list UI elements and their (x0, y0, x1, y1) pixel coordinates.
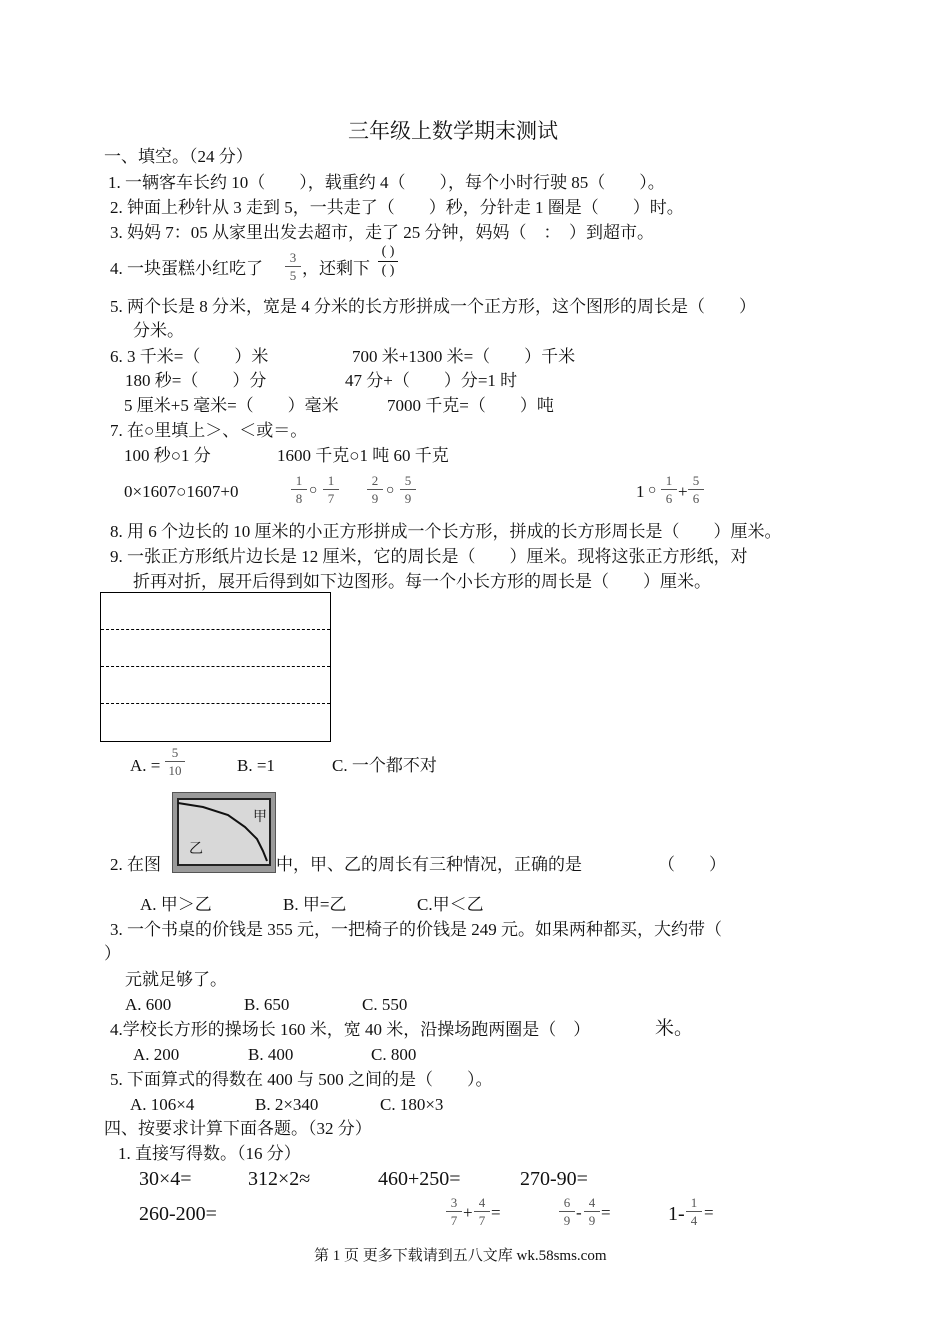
fraction-numerator: 1 (690, 1195, 698, 1210)
part-3-line-2: ） (104, 944, 121, 963)
jia-yi-figure (172, 792, 276, 873)
label-jia: 甲 (253, 809, 267, 825)
fraction-three-fifths (285, 251, 301, 282)
fraction-bar (291, 489, 307, 490)
calc-a: 30×4= (139, 1168, 192, 1190)
one-minus: 1- (668, 1203, 685, 1225)
fraction-four-sevenths (474, 1196, 490, 1227)
part-2-option-a: A. 甲＞乙 (140, 895, 212, 914)
fraction-bar (559, 1211, 575, 1212)
fraction-five-tenths (165, 746, 185, 777)
part-4-option-a: A. 200 (133, 1045, 180, 1064)
question-3: 3. 妈妈 7：05 从家里出发去超市，走了 25 分钟，妈妈（ ： ）到超市。 (110, 223, 654, 242)
fraction-blank-denominator: ( ) (381, 263, 395, 278)
question-6-a: 6. 3 千米=（ ）米 (110, 347, 269, 366)
fraction-two-ninths (367, 474, 383, 505)
part-3-line-3: 元就足够了。 (125, 970, 227, 989)
fraction-denominator: 9 (371, 491, 379, 506)
fraction-five-ninths (400, 474, 416, 505)
fold-line (101, 629, 330, 630)
minus-sign: - (576, 1203, 582, 1222)
question-7-b: 1600 千克○1 吨 60 千克 (277, 446, 449, 465)
equals-sign: = (491, 1203, 501, 1222)
calc-c: 460+250= (378, 1168, 461, 1190)
part-3-option-a: A. 600 (125, 995, 172, 1014)
section-4-question-1: 1. 直接写得数。（16 分） (118, 1144, 301, 1163)
calc-d: 270-90= (520, 1168, 588, 1190)
compare-circle: ○ (309, 483, 318, 498)
plus-sign: + (463, 1203, 473, 1222)
figure-svg (173, 793, 275, 872)
fraction-denominator: 9 (588, 1213, 596, 1228)
fraction-bar (378, 261, 398, 262)
part-3-option-b: B. 650 (244, 995, 290, 1014)
fraction-numerator: 1 (327, 473, 335, 488)
fraction-bar (661, 489, 677, 490)
question-6-c: 180 秒=（ ）分 (125, 371, 267, 390)
fraction-denominator: 8 (295, 491, 303, 506)
part-2-before: 2. 在图 (110, 855, 161, 874)
question-1: 1. 一辆客车长约 10（ ），载重约 4（ ），每个小时行驶 85（ ）。 (108, 173, 665, 192)
part-5-option-a: A. 106×4 (130, 1095, 195, 1114)
fraction-numerator: 3 (289, 250, 297, 265)
fraction-numerator: 2 (371, 473, 379, 488)
fraction-bar (400, 489, 416, 490)
question-5-line-1: 5. 两个长是 8 分米，宽是 4 分米的长方形拼成一个正方形，这个图形的周长是（ ） (110, 297, 756, 316)
fraction-bar (688, 489, 704, 490)
fraction-numerator: 5 (404, 473, 412, 488)
fraction-four-ninths (584, 1196, 600, 1227)
fraction-denominator: 7 (478, 1213, 486, 1228)
compare-circle: ○ (386, 483, 395, 498)
question-4-text-2: ，还剩下 (302, 259, 370, 278)
fraction-denominator: 9 (404, 491, 412, 506)
choice-b: B. =1 (237, 756, 275, 775)
fraction-one-sixth (661, 474, 677, 505)
question-5-line-2: 分米。 (133, 321, 184, 340)
question-6-b: 700 米+1300 米=（ ）千米 (352, 347, 576, 366)
calc-e: 260-200= (139, 1203, 217, 1225)
fold-line (101, 703, 330, 704)
question-6-d: 47 分+（ ）分=1 时 (345, 371, 518, 390)
fraction-numerator: 6 (563, 1195, 571, 1210)
part-4-unit: 米。 (655, 1018, 694, 1039)
fraction-numerator: 1 (665, 473, 673, 488)
calc-b: 312×2≈ (248, 1168, 311, 1190)
fraction-one-eighth (291, 474, 307, 505)
fraction-three-sevenths (446, 1196, 462, 1227)
question-9-line-1: 9. 一张正方形纸片边长是 12 厘米，它的周长是（ ）厘米。现将这张正方形纸，对 (110, 547, 748, 566)
part-3-line-1: 3. 一个书桌的价钱是 355 元，一把椅子的价钱是 249 元。如果两种都买，大约带（ (110, 920, 722, 939)
fraction-blank-numerator: ( ) (381, 244, 395, 259)
number-one: 1 (636, 482, 645, 501)
fraction-numerator: 5 (692, 473, 700, 488)
part-5-option-b: B. 2×340 (255, 1095, 319, 1114)
fraction-one-seventh (323, 474, 339, 505)
part-5-text: 5. 下面算式的得数在 400 与 500 之间的是（ ）。 (110, 1070, 493, 1089)
fraction-denominator: 7 (327, 491, 335, 506)
fraction-six-ninths (559, 1196, 575, 1227)
fraction-bar (446, 1211, 462, 1212)
part-4-option-b: B. 400 (248, 1045, 294, 1064)
fraction-denominator: 10 (168, 763, 182, 778)
part-2-option-c: C.甲＜乙 (417, 895, 484, 914)
fraction-bar (285, 266, 301, 267)
folded-paper-figure (100, 592, 331, 742)
fraction-bar (584, 1211, 600, 1212)
fraction-denominator: 7 (450, 1213, 458, 1228)
question-2: 2. 钟面上秒针从 3 走到 5，一共走了（ ）秒，分针走 1 圈是（ ）时。 (110, 198, 684, 217)
fraction-five-sixths (688, 474, 704, 505)
fraction-bar (686, 1211, 702, 1212)
part-4-text: 4.学校长方形的操场长 160 米，宽 40 米，沿操场跑两圈是（ ） (110, 1020, 591, 1039)
fraction-numerator: 4 (588, 1195, 596, 1210)
fraction-denominator: 9 (563, 1213, 571, 1228)
part-2-option-b: B. 甲=乙 (283, 895, 347, 914)
compare-circle: ○ (648, 483, 657, 498)
part-3-option-c: C. 550 (362, 995, 408, 1014)
part-2-after: 中，甲、乙的周长有三种情况，正确的是 (276, 855, 582, 874)
fraction-denominator: 5 (289, 268, 297, 283)
label-yi: 乙 (189, 841, 203, 857)
question-8: 8. 用 6 个边长的 10 厘米的小正方形拼成一个长方形，拼成的长方形周长是（ ）厘米。 (110, 522, 782, 541)
part-2-blank: （ ） (658, 855, 726, 874)
equals-sign: = (601, 1203, 611, 1222)
section-1-heading: 一、填空。（24 分） (104, 147, 253, 166)
page-footer: 第 1 页 更多下载请到五八文库 wk.58sms.com (314, 1248, 607, 1264)
fraction-denominator: 4 (690, 1213, 698, 1228)
fraction-numerator: 4 (478, 1195, 486, 1210)
choice-c: C. 一个都不对 (332, 756, 437, 775)
fraction-blank (378, 245, 398, 278)
fraction-denominator: 6 (665, 491, 673, 506)
section-4-heading: 四、按要求计算下面各题。（32 分） (104, 1119, 372, 1138)
question-7-a: 100 秒○1 分 (124, 446, 211, 465)
part-5-option-c: C. 180×3 (380, 1095, 444, 1114)
question-9-line-2: 折再对折，展开后得到如下边图形。每一个小长方形的周长是（ ）厘米。 (133, 572, 711, 591)
fraction-bar (367, 489, 383, 490)
question-6-f: 7000 千克=（ ）吨 (387, 396, 554, 415)
fraction-numerator: 3 (450, 1195, 458, 1210)
fraction-numerator: 5 (171, 745, 179, 760)
fraction-bar (165, 761, 185, 762)
plus-sign: + (678, 482, 688, 501)
fraction-numerator: 1 (295, 473, 303, 488)
question-7-c: 0×1607○1607+0 (124, 482, 239, 501)
fold-line (101, 666, 330, 667)
fraction-one-fourth (686, 1196, 702, 1227)
part-4-option-c: C. 800 (371, 1045, 417, 1064)
fraction-denominator: 6 (692, 491, 700, 506)
question-6-e: 5 厘米+5 毫米=（ ）毫米 (124, 396, 339, 415)
question-7-intro: 7. 在○里填上＞、＜或＝。 (110, 421, 308, 440)
choice-a: A. = (130, 756, 161, 775)
equals-sign: = (704, 1203, 714, 1222)
fraction-bar (323, 489, 339, 490)
page-title: 三年级上数学期末测试 (348, 119, 558, 143)
fraction-bar (474, 1211, 490, 1212)
question-4-text: 4. 一块蛋糕小红吃了 (110, 259, 263, 278)
